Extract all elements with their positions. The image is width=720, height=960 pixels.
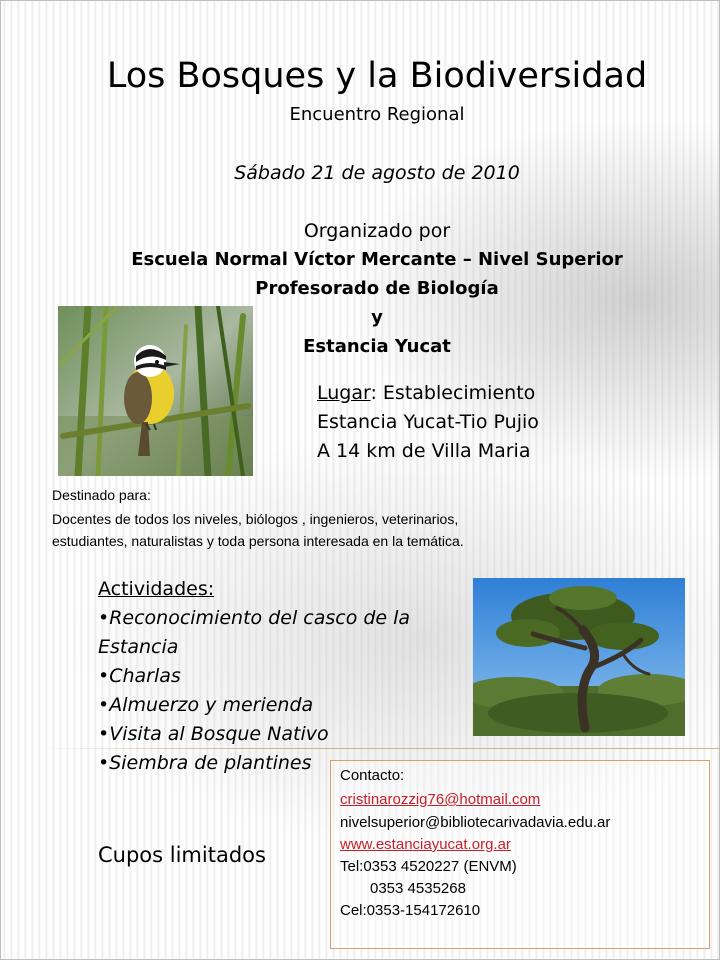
contact-phone-1: Tel:0353 4520227 (ENVM) (340, 858, 517, 875)
lugar-label: Lugar (317, 382, 371, 404)
divider-line (40, 748, 720, 749)
bird-photo (58, 306, 253, 476)
actividad-item: •Siembra de plantines (98, 752, 312, 774)
destinado-line-2: estudiantes, naturalistas y toda persona interesada en la temática. (52, 533, 464, 549)
actividad-item: Estancia (98, 636, 179, 658)
organizers-intro: Organizado por (303, 220, 451, 242)
page-title: Los Bosques y la Biodiversidad (106, 56, 648, 96)
cupos-limitados: Cupos limitados (98, 843, 266, 867)
contact-website-link[interactable]: www.estanciayucat.org.ar (340, 836, 511, 853)
actividad-item: •Reconocimiento del casco de la (98, 607, 411, 629)
actividad-item: •Visita al Bosque Nativo (98, 723, 329, 745)
contact-email-text: nivelsuperior@bibliotecarivadavia.edu.ar (340, 814, 611, 831)
page-subtitle: Encuentro Regional (289, 104, 465, 125)
organizer-line-2: Profesorado de Biología (255, 278, 499, 299)
lugar-line-2: Estancia Yucat-Tio Pujio (317, 411, 539, 433)
actividad-item: •Charlas (98, 665, 181, 687)
contact-phone-2: 0353 4535268 (370, 880, 466, 897)
contact-heading: Contacto: (340, 767, 405, 784)
actividad-item: •Almuerzo y merienda (98, 694, 314, 716)
organizer-line-3: y (371, 307, 383, 328)
destinado-heading: Destinado para: (52, 487, 151, 503)
organizer-line-4: Estancia Yucat (303, 336, 451, 357)
lugar-line-1 (317, 382, 535, 404)
event-date: Sábado 21 de agosto de 2010 (234, 162, 520, 184)
contact-cell: Cel:0353-154172610 (340, 902, 481, 919)
lugar-value: : Establecimiento (370, 382, 536, 404)
lugar-line-3: A 14 km de Villa Maria (317, 440, 531, 462)
contact-email-link[interactable]: cristinarozzig76@hotmail.com (340, 791, 541, 808)
actividades-heading: Actividades: (98, 578, 215, 600)
tree-photo (473, 578, 685, 736)
destinado-line-1: Docentes de todos los niveles, biólogos , ingenieros, veterinarios, (52, 511, 459, 527)
organizer-line-1: Escuela Normal Víctor Mercante – Nivel Superior (131, 249, 623, 270)
contact-box (330, 760, 710, 949)
